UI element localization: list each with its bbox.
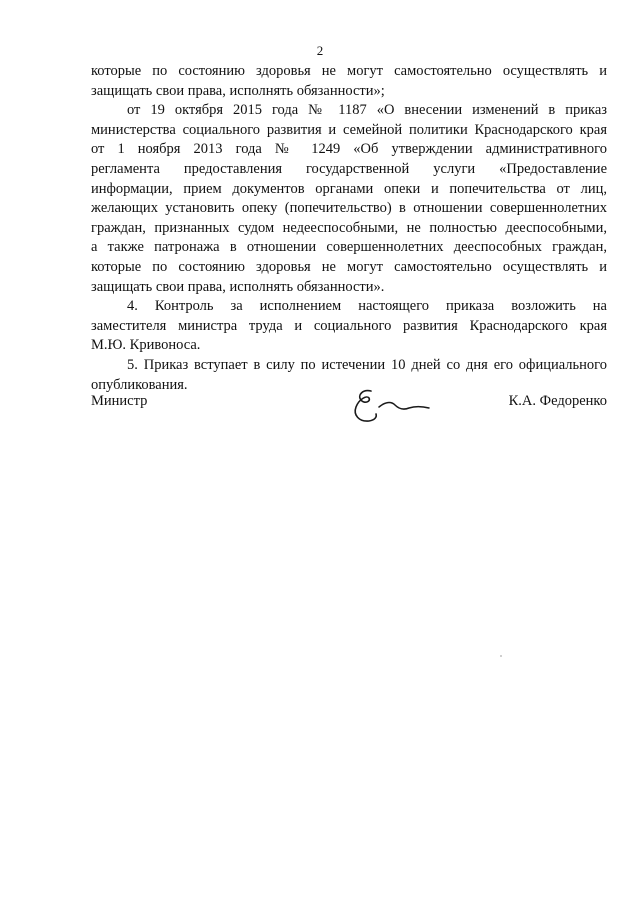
text-line: граждан, признанных судом недееспособными, не полностью дееспособными,	[91, 219, 607, 236]
text-line: от 19 октября 2015 года № 1187 «О внесении изменений в приказ	[127, 102, 607, 119]
scan-speck	[500, 655, 502, 657]
text-line: а также патронажа в отношении совершеннолетних дееспособных граждан,	[91, 239, 607, 256]
paragraph-continuation	[91, 62, 607, 101]
paragraph-item-4	[91, 297, 607, 356]
text-line: защищать свои права, исполнять обязанности»;	[91, 82, 385, 99]
text-line: опубликования.	[91, 376, 188, 393]
signatory-title: Министр	[91, 393, 148, 409]
text-line: от 1 ноября 2013 года № 1249 «Об утверждении административного	[91, 141, 607, 158]
signatory-name: К.А. Федоренко	[508, 393, 607, 409]
text-line: которые по состоянию здоровья не могут самостоятельно осуществлять и	[91, 258, 607, 275]
text-line: которые по состоянию здоровья не могут самостоятельно осуществлять и	[91, 63, 607, 79]
text-line: желающих установить опеку (попечительство) в отношении совершеннолетних	[91, 200, 607, 217]
paragraph-order-reference	[91, 101, 607, 297]
text-line: защищать свои права, исполнять обязанности».	[91, 278, 385, 295]
text-line: заместителя министра труда и социального развития Краснодарского края	[91, 317, 607, 334]
signature-block	[91, 385, 607, 425]
text-line: министерства социального развития и семейной политики Краснодарского края	[91, 121, 607, 138]
document-body	[91, 62, 607, 395]
handwritten-signature-icon	[349, 385, 439, 427]
text-line: 4. Контроль за исполнением настоящего приказа возложить на	[127, 298, 607, 315]
text-line: информации, прием документов органами опеки и попечительства от лиц,	[91, 180, 607, 197]
text-line: М.Ю. Кривоноса.	[91, 337, 201, 354]
page-number: 2	[316, 43, 324, 58]
text-line: 5. Приказ вступает в силу по истечении 10 дней со дня его официального	[127, 356, 607, 373]
text-line: регламента предоставления государственной услуги «Предоставление	[91, 160, 607, 177]
